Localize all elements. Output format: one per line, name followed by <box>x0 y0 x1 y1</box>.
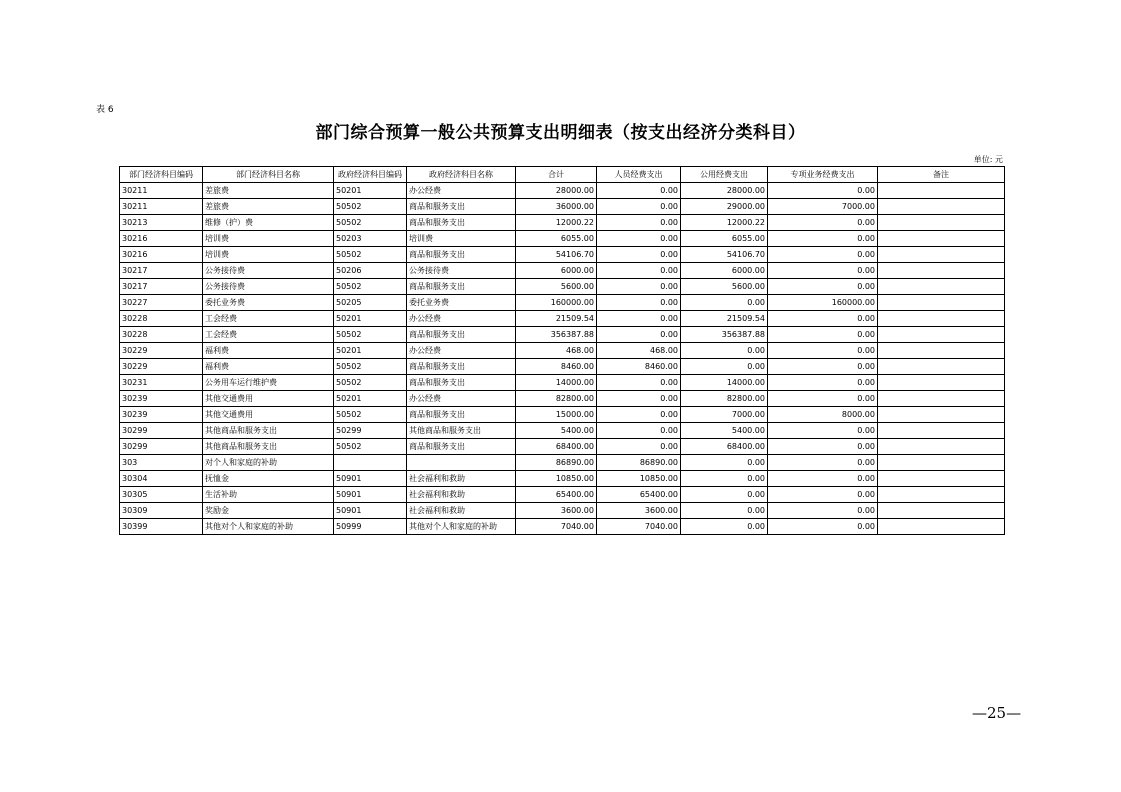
table-cell: 0.00 <box>768 423 878 439</box>
table-cell: 0.00 <box>597 215 681 231</box>
table-cell: 0.00 <box>597 247 681 263</box>
table-cell: 0.00 <box>768 327 878 343</box>
table-row <box>120 487 1005 503</box>
table-cell: 奖励金 <box>203 503 334 519</box>
page-number: —25— <box>972 704 1022 722</box>
column-header: 部门经济科目名称 <box>203 167 334 183</box>
table-cell <box>878 327 1005 343</box>
table-cell: 6000.00 <box>516 263 597 279</box>
table-cell: 生活补助 <box>203 487 334 503</box>
table-cell: 商品和服务支出 <box>407 439 516 455</box>
table-row <box>120 327 1005 343</box>
table-cell: 30239 <box>120 407 203 423</box>
table-cell: 0.00 <box>681 471 768 487</box>
table-cell: 303 <box>120 455 203 471</box>
column-header: 公用经费支出 <box>681 167 768 183</box>
table-cell: 0.00 <box>768 247 878 263</box>
table-row <box>120 231 1005 247</box>
table-cell: 50201 <box>334 183 407 199</box>
table-row <box>120 343 1005 359</box>
table-cell: 0.00 <box>768 487 878 503</box>
table-cell: 6055.00 <box>516 231 597 247</box>
column-header: 专项业务经费支出 <box>768 167 878 183</box>
table-cell: 160000.00 <box>516 295 597 311</box>
table-cell <box>334 455 407 471</box>
table-cell: 30217 <box>120 263 203 279</box>
table-cell: 68400.00 <box>681 439 768 455</box>
table-cell: 办公经费 <box>407 183 516 199</box>
table-cell: 468.00 <box>516 343 597 359</box>
table-cell: 维修（护）费 <box>203 215 334 231</box>
table-row <box>120 215 1005 231</box>
unit-label: 单位: 元 <box>973 155 1003 164</box>
table-cell: 7040.00 <box>516 519 597 535</box>
table-cell: 0.00 <box>768 375 878 391</box>
table-cell: 5400.00 <box>516 423 597 439</box>
table-row <box>120 519 1005 535</box>
table-cell: 0.00 <box>597 311 681 327</box>
table-row <box>120 407 1005 423</box>
table-cell: 0.00 <box>768 231 878 247</box>
table-row <box>120 455 1005 471</box>
table-cell: 0.00 <box>768 183 878 199</box>
table-cell: 10850.00 <box>516 471 597 487</box>
table-cell: 0.00 <box>768 359 878 375</box>
table-cell: 28000.00 <box>516 183 597 199</box>
table-cell: 54106.70 <box>681 247 768 263</box>
table-cell: 30231 <box>120 375 203 391</box>
table-cell: 0.00 <box>597 263 681 279</box>
table-cell: 差旅费 <box>203 183 334 199</box>
table-cell: 30229 <box>120 359 203 375</box>
table-cell <box>878 231 1005 247</box>
header-row <box>120 167 1005 183</box>
table-cell: 14000.00 <box>681 375 768 391</box>
table-cell: 50502 <box>334 375 407 391</box>
table-cell: 0.00 <box>768 439 878 455</box>
table-cell: 抚恤金 <box>203 471 334 487</box>
table-cell <box>878 311 1005 327</box>
table-cell: 50901 <box>334 503 407 519</box>
table-cell <box>407 455 516 471</box>
table-cell: 0.00 <box>768 391 878 407</box>
table-cell: 30399 <box>120 519 203 535</box>
table-row <box>120 423 1005 439</box>
table-cell: 培训费 <box>203 231 334 247</box>
table-cell: 其他商品和服务支出 <box>407 423 516 439</box>
table-label: 表 6 <box>96 105 114 115</box>
table-cell <box>878 471 1005 487</box>
table-cell: 356387.88 <box>516 327 597 343</box>
table-cell: 0.00 <box>597 183 681 199</box>
table-cell: 50203 <box>334 231 407 247</box>
table-cell: 0.00 <box>768 311 878 327</box>
table-cell: 0.00 <box>768 471 878 487</box>
table-cell: 公务用车运行维护费 <box>203 375 334 391</box>
table-cell: 6000.00 <box>681 263 768 279</box>
table-cell: 21509.54 <box>516 311 597 327</box>
table-cell: 0.00 <box>768 503 878 519</box>
table-cell: 30229 <box>120 343 203 359</box>
table-cell: 8000.00 <box>768 407 878 423</box>
table-cell: 65400.00 <box>597 487 681 503</box>
table-row <box>120 295 1005 311</box>
table-row <box>120 359 1005 375</box>
table-cell: 50901 <box>334 471 407 487</box>
table-cell: 0.00 <box>768 455 878 471</box>
table-cell: 10850.00 <box>597 471 681 487</box>
table-cell: 8460.00 <box>516 359 597 375</box>
table-cell: 其他商品和服务支出 <box>203 423 334 439</box>
table-cell: 办公经费 <box>407 391 516 407</box>
table-cell: 0.00 <box>597 423 681 439</box>
table-cell: 0.00 <box>681 519 768 535</box>
table-cell: 0.00 <box>597 327 681 343</box>
table-cell: 14000.00 <box>516 375 597 391</box>
table-cell: 0.00 <box>597 391 681 407</box>
table-cell <box>878 247 1005 263</box>
table-cell: 5600.00 <box>681 279 768 295</box>
column-header: 部门经济科目编码 <box>120 167 203 183</box>
table-cell: 50299 <box>334 423 407 439</box>
column-header: 政府经济科目名称 <box>407 167 516 183</box>
table-row <box>120 279 1005 295</box>
table-cell: 50201 <box>334 311 407 327</box>
table-row <box>120 311 1005 327</box>
table-cell: 公务接待费 <box>203 263 334 279</box>
table-cell: 50206 <box>334 263 407 279</box>
table-cell: 办公经费 <box>407 311 516 327</box>
table-cell: 培训费 <box>407 231 516 247</box>
table-cell: 356387.88 <box>681 327 768 343</box>
table-cell: 50502 <box>334 407 407 423</box>
table-cell <box>878 375 1005 391</box>
table-cell: 其他交通费用 <box>203 391 334 407</box>
table-cell: 82800.00 <box>681 391 768 407</box>
table-cell: 30228 <box>120 311 203 327</box>
table-cell: 30216 <box>120 247 203 263</box>
table-cell: 86890.00 <box>516 455 597 471</box>
table-cell: 其他交通费用 <box>203 407 334 423</box>
table-cell <box>878 439 1005 455</box>
table-cell: 5400.00 <box>681 423 768 439</box>
table-cell: 50999 <box>334 519 407 535</box>
table-cell: 社会福利和救助 <box>407 487 516 503</box>
table-cell <box>878 215 1005 231</box>
table-cell: 商品和服务支出 <box>407 247 516 263</box>
table-cell: 商品和服务支出 <box>407 359 516 375</box>
table-cell: 0.00 <box>768 263 878 279</box>
table-cell: 社会福利和救助 <box>407 503 516 519</box>
table-cell: 65400.00 <box>516 487 597 503</box>
table-cell: 30309 <box>120 503 203 519</box>
table-cell: 50502 <box>334 215 407 231</box>
table-cell: 7000.00 <box>681 407 768 423</box>
table-cell: 商品和服务支出 <box>407 327 516 343</box>
table-cell <box>878 343 1005 359</box>
table-cell: 30299 <box>120 423 203 439</box>
table-cell: 0.00 <box>681 295 768 311</box>
table-cell: 50901 <box>334 487 407 503</box>
table-cell <box>878 519 1005 535</box>
table-cell: 30228 <box>120 327 203 343</box>
table-cell <box>878 503 1005 519</box>
table-cell <box>878 487 1005 503</box>
table-cell: 差旅费 <box>203 199 334 215</box>
table-cell: 15000.00 <box>516 407 597 423</box>
table-cell <box>878 199 1005 215</box>
table-cell: 委托业务费 <box>407 295 516 311</box>
table-cell: 50502 <box>334 439 407 455</box>
table-row <box>120 199 1005 215</box>
table-header <box>120 167 1005 183</box>
table-cell: 商品和服务支出 <box>407 215 516 231</box>
table-cell: 21509.54 <box>681 311 768 327</box>
table-cell: 0.00 <box>768 343 878 359</box>
table-cell: 0.00 <box>681 359 768 375</box>
table-cell: 公务接待费 <box>407 263 516 279</box>
table-row <box>120 375 1005 391</box>
table-cell: 3600.00 <box>597 503 681 519</box>
table-cell: 7000.00 <box>768 199 878 215</box>
table-row <box>120 391 1005 407</box>
table-cell: 50201 <box>334 343 407 359</box>
table-row <box>120 183 1005 199</box>
table-cell: 0.00 <box>768 519 878 535</box>
table-cell: 50502 <box>334 359 407 375</box>
table-row <box>120 439 1005 455</box>
column-header: 人员经费支出 <box>597 167 681 183</box>
table-cell <box>878 183 1005 199</box>
table-cell: 50201 <box>334 391 407 407</box>
table-cell: 0.00 <box>597 231 681 247</box>
table-cell: 工会经费 <box>203 327 334 343</box>
table-cell: 68400.00 <box>516 439 597 455</box>
table-cell: 工会经费 <box>203 311 334 327</box>
table-cell: 办公经费 <box>407 343 516 359</box>
table-cell <box>878 263 1005 279</box>
table-cell: 0.00 <box>597 439 681 455</box>
table-cell <box>878 391 1005 407</box>
table-cell: 其他对个人和家庭的补助 <box>407 519 516 535</box>
column-header: 备注 <box>878 167 1005 183</box>
table-cell: 30304 <box>120 471 203 487</box>
table-body <box>120 183 1005 535</box>
table-cell: 社会福利和救助 <box>407 471 516 487</box>
table-cell <box>878 455 1005 471</box>
table-cell: 0.00 <box>597 295 681 311</box>
table-cell: 12000.22 <box>516 215 597 231</box>
table-cell: 30305 <box>120 487 203 503</box>
table-cell: 0.00 <box>681 343 768 359</box>
table-cell: 29000.00 <box>681 199 768 215</box>
table-cell <box>878 359 1005 375</box>
table-cell: 0.00 <box>768 279 878 295</box>
table-cell: 商品和服务支出 <box>407 279 516 295</box>
table-cell: 50502 <box>334 199 407 215</box>
table-cell: 82800.00 <box>516 391 597 407</box>
table-cell: 福利费 <box>203 343 334 359</box>
table-cell: 30217 <box>120 279 203 295</box>
table-cell: 30227 <box>120 295 203 311</box>
table-cell <box>878 423 1005 439</box>
table-cell: 30211 <box>120 183 203 199</box>
table-cell: 0.00 <box>597 375 681 391</box>
document-title: 部门综合预算一般公共预算支出明细表（按支出经济分类科目） <box>315 123 806 143</box>
table-cell: 30216 <box>120 231 203 247</box>
table-cell: 商品和服务支出 <box>407 407 516 423</box>
table-cell: 其他商品和服务支出 <box>203 439 334 455</box>
table-cell: 50205 <box>334 295 407 311</box>
table-cell: 3600.00 <box>516 503 597 519</box>
budget-table <box>119 166 1005 535</box>
table-cell <box>878 295 1005 311</box>
table-cell: 商品和服务支出 <box>407 199 516 215</box>
table-cell: 7040.00 <box>597 519 681 535</box>
table-cell: 商品和服务支出 <box>407 375 516 391</box>
table-cell <box>878 407 1005 423</box>
table-row <box>120 247 1005 263</box>
column-header: 政府经济科目编码 <box>334 167 407 183</box>
column-header: 合计 <box>516 167 597 183</box>
table-cell: 6055.00 <box>681 231 768 247</box>
table-cell: 0.00 <box>768 215 878 231</box>
table-cell: 30213 <box>120 215 203 231</box>
table-cell: 0.00 <box>681 487 768 503</box>
table-cell: 86890.00 <box>597 455 681 471</box>
table-cell: 福利费 <box>203 359 334 375</box>
table-cell: 公务接待费 <box>203 279 334 295</box>
table-row <box>120 263 1005 279</box>
table-cell: 50502 <box>334 247 407 263</box>
table-cell: 0.00 <box>597 199 681 215</box>
table-cell: 30299 <box>120 439 203 455</box>
table-cell: 0.00 <box>597 407 681 423</box>
table-cell: 468.00 <box>597 343 681 359</box>
table-cell: 8460.00 <box>597 359 681 375</box>
table-cell <box>878 279 1005 295</box>
table-cell: 0.00 <box>597 279 681 295</box>
table-row <box>120 471 1005 487</box>
table-cell: 0.00 <box>681 455 768 471</box>
table-cell: 50502 <box>334 327 407 343</box>
table-cell: 36000.00 <box>516 199 597 215</box>
table-cell: 其他对个人和家庭的补助 <box>203 519 334 535</box>
table-cell: 160000.00 <box>768 295 878 311</box>
table-cell: 12000.22 <box>681 215 768 231</box>
table-cell: 50502 <box>334 279 407 295</box>
table-cell: 对个人和家庭的补助 <box>203 455 334 471</box>
table-cell: 30211 <box>120 199 203 215</box>
table-cell: 0.00 <box>681 503 768 519</box>
table-cell: 5600.00 <box>516 279 597 295</box>
table-cell: 54106.70 <box>516 247 597 263</box>
table-row <box>120 503 1005 519</box>
table-cell: 培训费 <box>203 247 334 263</box>
table-cell: 委托业务费 <box>203 295 334 311</box>
table-cell: 28000.00 <box>681 183 768 199</box>
table-cell: 30239 <box>120 391 203 407</box>
